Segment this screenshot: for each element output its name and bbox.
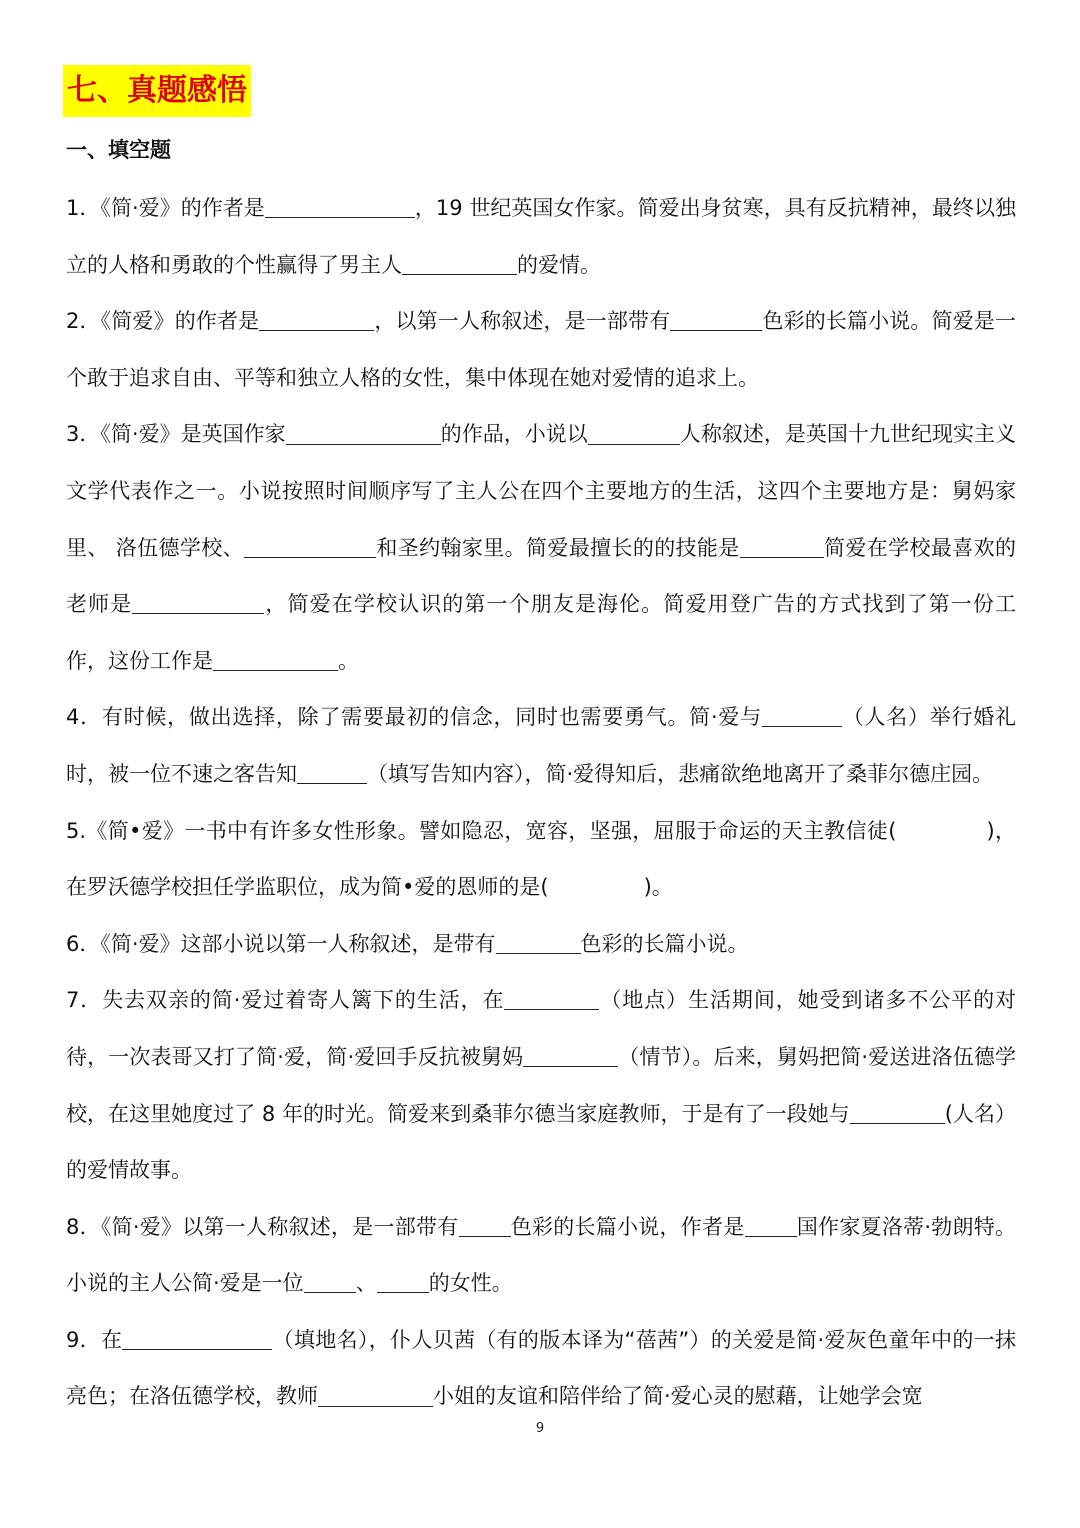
question-1: 1．《简·爱》的作者是 ，19 世纪英国女作家。简爱出身贫寒，具有反抗精神，最终以独立的人格和勇敢的个性赢得了男主人 的爱情。 bbox=[66, 180, 1016, 293]
question-8: 8．《简·爱》以第一人称叙述，是一部带有 色彩的长篇小说，作者是 国作家夏洛蒂·勃朗特。小说的主人公简·爱是一位 、 的女性。 bbox=[66, 1199, 1016, 1312]
answer-blank bbox=[496, 929, 581, 954]
question-2: 2．《简爱》的作者是 ，以第一人称叙述，是一部带有 色彩的长篇小说。简爱是一个敢于追求自由、平等和独立人格的女性，集中体现在她对爱情的追求上。 bbox=[66, 293, 1016, 406]
question-7: 7．失去双亲的简·爱过着寄人篱下的生活，在 （地点）生活期间，她受到诸多不公平的对待，一次表哥又打了简·爱，简·爱回手反抗被舅妈 （情节）。后来，舅妈把简·爱送进洛伍德学校，在这里她度过了 8 年的时光。简爱来到桑菲尔德当家庭教师，于是有了一段她与 (人名）的爱情故事。 bbox=[66, 972, 1016, 1198]
answer-blank bbox=[459, 1212, 511, 1237]
answer-blank bbox=[213, 646, 338, 671]
section-subtitle: 一、填空题 bbox=[66, 138, 171, 162]
answer-blank bbox=[286, 419, 441, 444]
answer-blank bbox=[588, 419, 680, 444]
answer-blank bbox=[122, 1325, 272, 1350]
answer-blank bbox=[523, 1042, 618, 1067]
answer-blank bbox=[745, 1212, 797, 1237]
answer-blank bbox=[304, 1268, 356, 1293]
answer-blank bbox=[259, 306, 374, 331]
answer-blank bbox=[265, 193, 415, 218]
answer-blank bbox=[297, 759, 367, 784]
answer-blank bbox=[244, 533, 376, 558]
answer-blank bbox=[377, 1268, 429, 1293]
answer-blank bbox=[740, 533, 824, 558]
answer-blank bbox=[670, 306, 762, 331]
section-title-wrap bbox=[63, 65, 251, 117]
answer-blank bbox=[850, 1099, 945, 1124]
answer-blank bbox=[132, 589, 264, 614]
section-title: 七、真题感悟 bbox=[63, 65, 251, 117]
question-list bbox=[66, 180, 1016, 1425]
answer-blank bbox=[762, 702, 842, 727]
answer-blank bbox=[504, 985, 599, 1010]
question-5: 5.《简•爱》一书中有许多女性形象。譬如隐忍，宽容，坚强，屈服于命运的天主教信徒( )，在罗沃德学校担任学监职位，成为简•爱的恩师的是( )。 bbox=[66, 818, 1016, 900]
question-9: 9．在 （填地名），仆人贝茜（有的版本译为“蓓茜”）的关爱是简·爱灰色童年中的一抹亮色；在洛伍德学校，教师 小姐的友谊和陪伴给了简·爱心灵的慰藉，让她学会宽 bbox=[66, 1312, 1016, 1425]
answer-blank bbox=[318, 1381, 433, 1406]
question-3: 3．《简·爱》是英国作家 的作品，小说以 人称叙述，是英国十九世纪现实主义文学代表作之一。小说按照时间顺序写了主人公在四个主要地方的生活，这四个主要地方是：舅妈家里、 洛伍德学校、 和圣约翰家里。简爱最擅长的的技能是 简爱在学校最喜欢的老师是 ，简爱在学校认识的第一个朋友是海伦。简爱用登广告的方式找到了第一份工作，这份工作是 。 bbox=[66, 406, 1016, 689]
question-4: 4．有时候，做出选择，除了需要最初的信念，同时也需要勇气。简·爱与 （人名）举行婚礼时，被一位不速之客告知 （填写告知内容），简·爱得知后，悲痛欲绝地离开了桑菲尔德庄园。 bbox=[66, 689, 1016, 802]
answer-blank bbox=[402, 250, 517, 275]
page-number: 9 bbox=[535, 1421, 545, 1436]
question-6: 6．《简·爱》这部小说以第一人称叙述，是带有 色彩的长篇小说。 bbox=[66, 916, 1016, 973]
